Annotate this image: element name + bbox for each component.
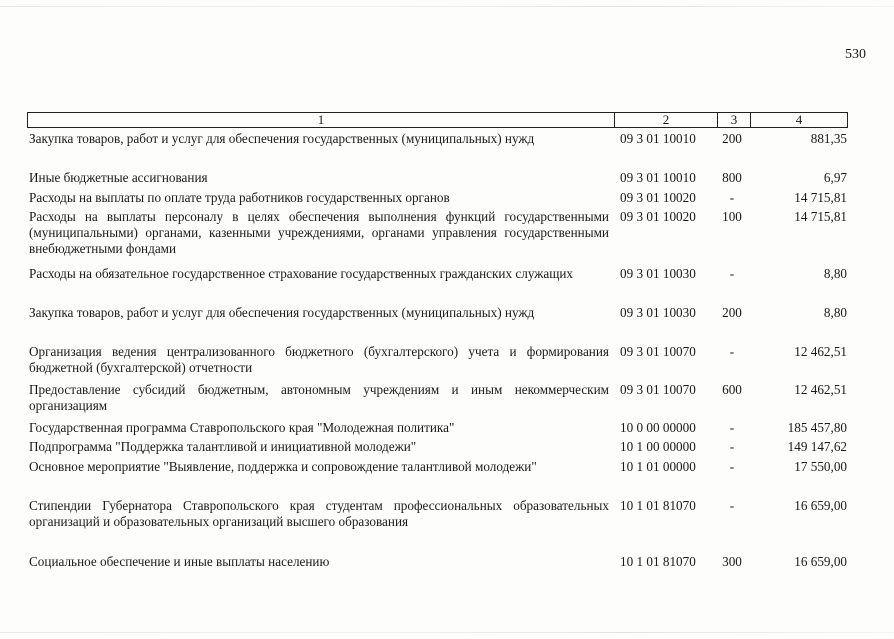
column-header-2: 2 [615, 113, 718, 128]
row-amount: 16 659,00 [794, 554, 847, 569]
row-description: Расходы на выплаты по оплате труда работников государственных органов [29, 190, 450, 205]
row-expense-type: - [729, 190, 735, 205]
row-expense-type: 600 [722, 382, 742, 397]
row-amount: 14 715,81 [794, 209, 847, 224]
row-description: Государственная программа Ставропольского края "Молодежная политика" [29, 420, 455, 435]
row-code: 09 3 01 10070 [620, 344, 696, 359]
row-code: 09 3 01 10070 [620, 382, 696, 397]
row-amount: 16 659,00 [794, 498, 847, 513]
row-amount: 8,80 [823, 266, 847, 281]
row-amount: 6,97 [823, 170, 847, 185]
scan-artifact-bottom [0, 632, 894, 633]
row-code: 10 1 00 00000 [620, 439, 696, 454]
column-header-table [27, 112, 848, 128]
row-code: 10 1 01 81070 [620, 554, 696, 569]
row-code: 09 3 01 10010 [620, 170, 696, 185]
row-expense-type: 100 [722, 209, 742, 224]
row-amount: 185 457,80 [787, 420, 847, 435]
row-expense-type: - [729, 459, 735, 474]
page-number: 530 [845, 47, 866, 62]
row-description: Основное мероприятие "Выявление, поддержка и сопровождение талантливой молодежи" [29, 459, 537, 474]
row-description: Расходы на выплаты персоналу в целях обеспечения выполнения функций государственными (муниципальными) органами, казенными учреждениями, органами управления государственными внебюджетными фондами [29, 209, 609, 256]
column-header-4: 4 [751, 113, 848, 128]
row-code: 09 3 01 10020 [620, 190, 696, 205]
row-description: Расходы на обязательное государственное страхование государственных гражданских служащих [29, 266, 574, 281]
row-expense-type: - [729, 344, 735, 359]
row-expense-type: 200 [722, 131, 742, 146]
row-expense-type: - [729, 420, 735, 435]
row-expense-type: - [729, 439, 735, 454]
row-code: 09 3 01 10030 [620, 305, 696, 320]
row-description: Предоставление субсидий бюджетным, автономным учреждениям и иным некоммерческим организациям [29, 382, 609, 413]
row-amount: 14 715,81 [794, 190, 847, 205]
row-description: Иные бюджетные ассигнования [29, 170, 208, 185]
row-code: 09 3 01 10010 [620, 131, 696, 146]
row-description: Подпрограмма "Поддержка талантливой и инициативной молодежи" [29, 439, 417, 454]
row-code: 10 1 01 81070 [620, 498, 696, 513]
row-amount: 12 462,51 [794, 344, 847, 359]
row-expense-type: 800 [722, 170, 742, 185]
row-amount: 12 462,51 [794, 382, 847, 397]
row-description: Стипендии Губернатора Ставропольского края студентам профессиональных образовательных организаций и образовательных организаций высшего образования [29, 498, 609, 529]
row-amount: 149 147,62 [787, 439, 847, 454]
row-expense-type: 300 [722, 554, 742, 569]
row-amount: 17 550,00 [794, 459, 847, 474]
row-amount: 8,80 [823, 305, 847, 320]
row-expense-type: 200 [722, 305, 742, 320]
column-header-1: 1 [28, 113, 615, 128]
row-code: 09 3 01 10030 [620, 266, 696, 281]
row-description: Организация ведения централизованного бюджетного (бухгалтерского) учета и формирования бюджетной (бухгалтерской) отчетности [29, 344, 609, 375]
scan-artifact-top [0, 6, 894, 7]
row-code: 09 3 01 10020 [620, 209, 696, 224]
column-header-3: 3 [718, 113, 751, 128]
row-description: Социальное обеспечение и иные выплаты населению [29, 554, 330, 569]
row-amount: 881,35 [810, 131, 847, 146]
row-expense-type: - [729, 266, 735, 281]
row-code: 10 1 01 00000 [620, 459, 696, 474]
row-code: 10 0 00 00000 [620, 420, 696, 435]
row-description: Закупка товаров, работ и услуг для обеспечения государственных (муниципальных) нужд [29, 305, 535, 320]
row-expense-type: - [729, 498, 735, 513]
row-description: Закупка товаров, работ и услуг для обеспечения государственных (муниципальных) нужд [29, 131, 535, 146]
